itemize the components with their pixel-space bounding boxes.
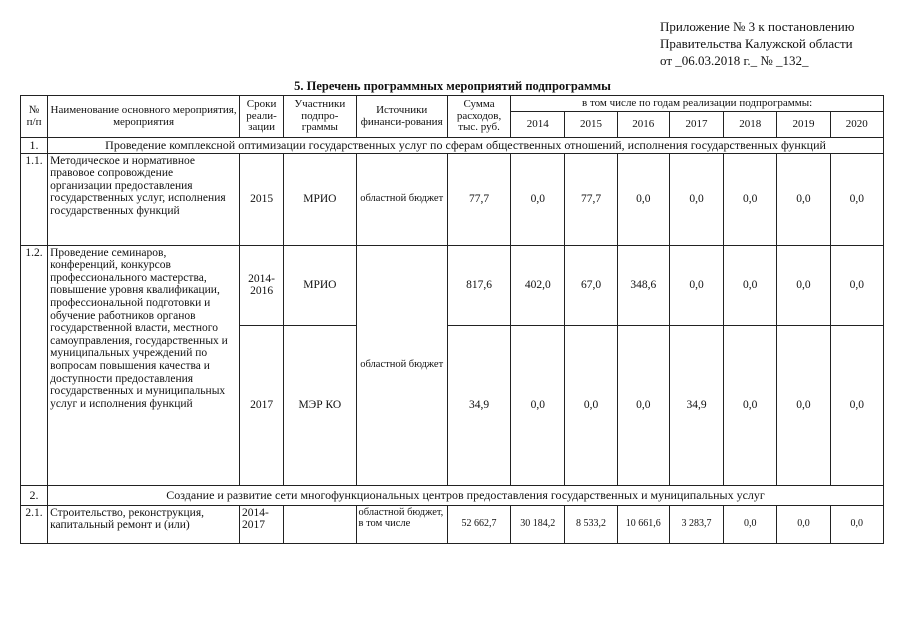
row-value: 0,0 [669, 245, 723, 325]
header-participants: Участники подпро-граммы [284, 96, 356, 138]
row-value: 0,0 [724, 505, 777, 543]
row-term: 2017 [239, 325, 283, 485]
year-cell: 2017 [669, 112, 723, 138]
row-num: 2.1. [21, 505, 48, 543]
year-cell: 2014 [511, 112, 565, 138]
row-num: 1.2. [21, 245, 48, 485]
row-value: 8 533,2 [565, 505, 617, 543]
row-value: 0,0 [724, 325, 777, 485]
header-row [21, 96, 884, 112]
row-value: 0,0 [511, 325, 565, 485]
row-value: 0,0 [830, 505, 883, 543]
row-name: Методическое и нормативное правовое сопровождение организации предоставления государственных услуг, исполнения государственных функций [48, 153, 240, 245]
row-name: Строительство, реконструкция, капитальный ремонт и (или) [48, 505, 240, 543]
row-value: 10 661,6 [617, 505, 669, 543]
row-value: 402,0 [511, 245, 565, 325]
section-row [21, 138, 884, 154]
row-participant: МРИО [284, 245, 356, 325]
row-sum: 817,6 [447, 245, 510, 325]
row-name: Проведение семинаров, конференций, конкурсов профессионального мастерства, повышение уровня квалификации, профессиональной подготовки и обучение работников органов государственной власти, местного самоуправления, государственных и муниципальных учреждений по вопросам повышения качества и доступности предоставления государственных и муниципальных услуг и исполнения функций [48, 245, 240, 485]
row-participant: МЭР КО [284, 325, 356, 485]
row-source: областной бюджет, в том числе [356, 505, 447, 543]
appendix-note [660, 18, 854, 69]
header-name: Наименование основного мероприятия, мероприятия [48, 96, 240, 138]
header-sum: Сумма расходов, тыс. руб. [447, 96, 510, 138]
row-value: 0,0 [617, 325, 669, 485]
row-value: 0,0 [617, 153, 669, 245]
row-value: 0,0 [777, 153, 830, 245]
row-sum: 77,7 [447, 153, 510, 245]
page-title: 5. Перечень программных мероприятий подпрограммы [294, 79, 611, 93]
table-row [21, 153, 884, 245]
row-value: 0,0 [565, 325, 617, 485]
row-participant [284, 505, 356, 543]
row-value: 0,0 [777, 325, 830, 485]
year-cell: 2015 [565, 112, 617, 138]
row-term: 2015 [239, 153, 283, 245]
row-value: 0,0 [830, 325, 883, 485]
appendix-line: Приложение № 3 к постановлению [660, 19, 855, 34]
row-source: областной бюджет [356, 245, 447, 485]
measures-table [20, 95, 884, 544]
section-num: 1. [21, 138, 48, 154]
row-value: 77,7 [565, 153, 617, 245]
section-title: Проведение комплексной оптимизации государственных услуг по сферам общественных отношений, исполнения государственных функций [48, 138, 884, 154]
row-value: 0,0 [777, 505, 830, 543]
row-source: областной бюджет [356, 153, 447, 245]
row-sum: 34,9 [447, 325, 510, 485]
row-participant: МРИО [284, 153, 356, 245]
header-sources: Источники финанси-рования [356, 96, 447, 138]
row-value: 34,9 [669, 325, 723, 485]
row-value: 0,0 [669, 153, 723, 245]
table-row [21, 245, 884, 325]
header-years-caption: в том числе по годам реализации подпрограммы: [511, 96, 884, 112]
year-cell: 2019 [777, 112, 830, 138]
row-value: 0,0 [724, 245, 777, 325]
row-value: 0,0 [777, 245, 830, 325]
year-cell: 2016 [617, 112, 669, 138]
row-term: 2014-2016 [239, 245, 283, 325]
row-num: 1.1. [21, 153, 48, 245]
row-value: 30 184,2 [511, 505, 565, 543]
section-row [21, 485, 884, 505]
row-value: 348,6 [617, 245, 669, 325]
row-term: 2014-2017 [239, 505, 283, 543]
year-cell: 2018 [724, 112, 777, 138]
header-terms: Сроки реали-зации [239, 96, 283, 138]
table-row [21, 505, 884, 543]
header-num: № п/п [21, 96, 48, 138]
section-title: Создание и развитие сети многофункциональных центров предоставления государственных и муниципальных услуг [48, 485, 884, 505]
row-sum: 52 662,7 [447, 505, 510, 543]
appendix-line: Правительства Калужской области [660, 36, 853, 51]
appendix-line: от _06.03.2018 г._ № _132_ [660, 53, 809, 68]
row-value: 0,0 [724, 153, 777, 245]
row-value: 67,0 [565, 245, 617, 325]
row-value: 0,0 [830, 245, 883, 325]
row-value: 3 283,7 [669, 505, 723, 543]
row-value: 0,0 [830, 153, 883, 245]
section-num: 2. [21, 485, 48, 505]
year-cell: 2020 [830, 112, 883, 138]
row-value: 0,0 [511, 153, 565, 245]
